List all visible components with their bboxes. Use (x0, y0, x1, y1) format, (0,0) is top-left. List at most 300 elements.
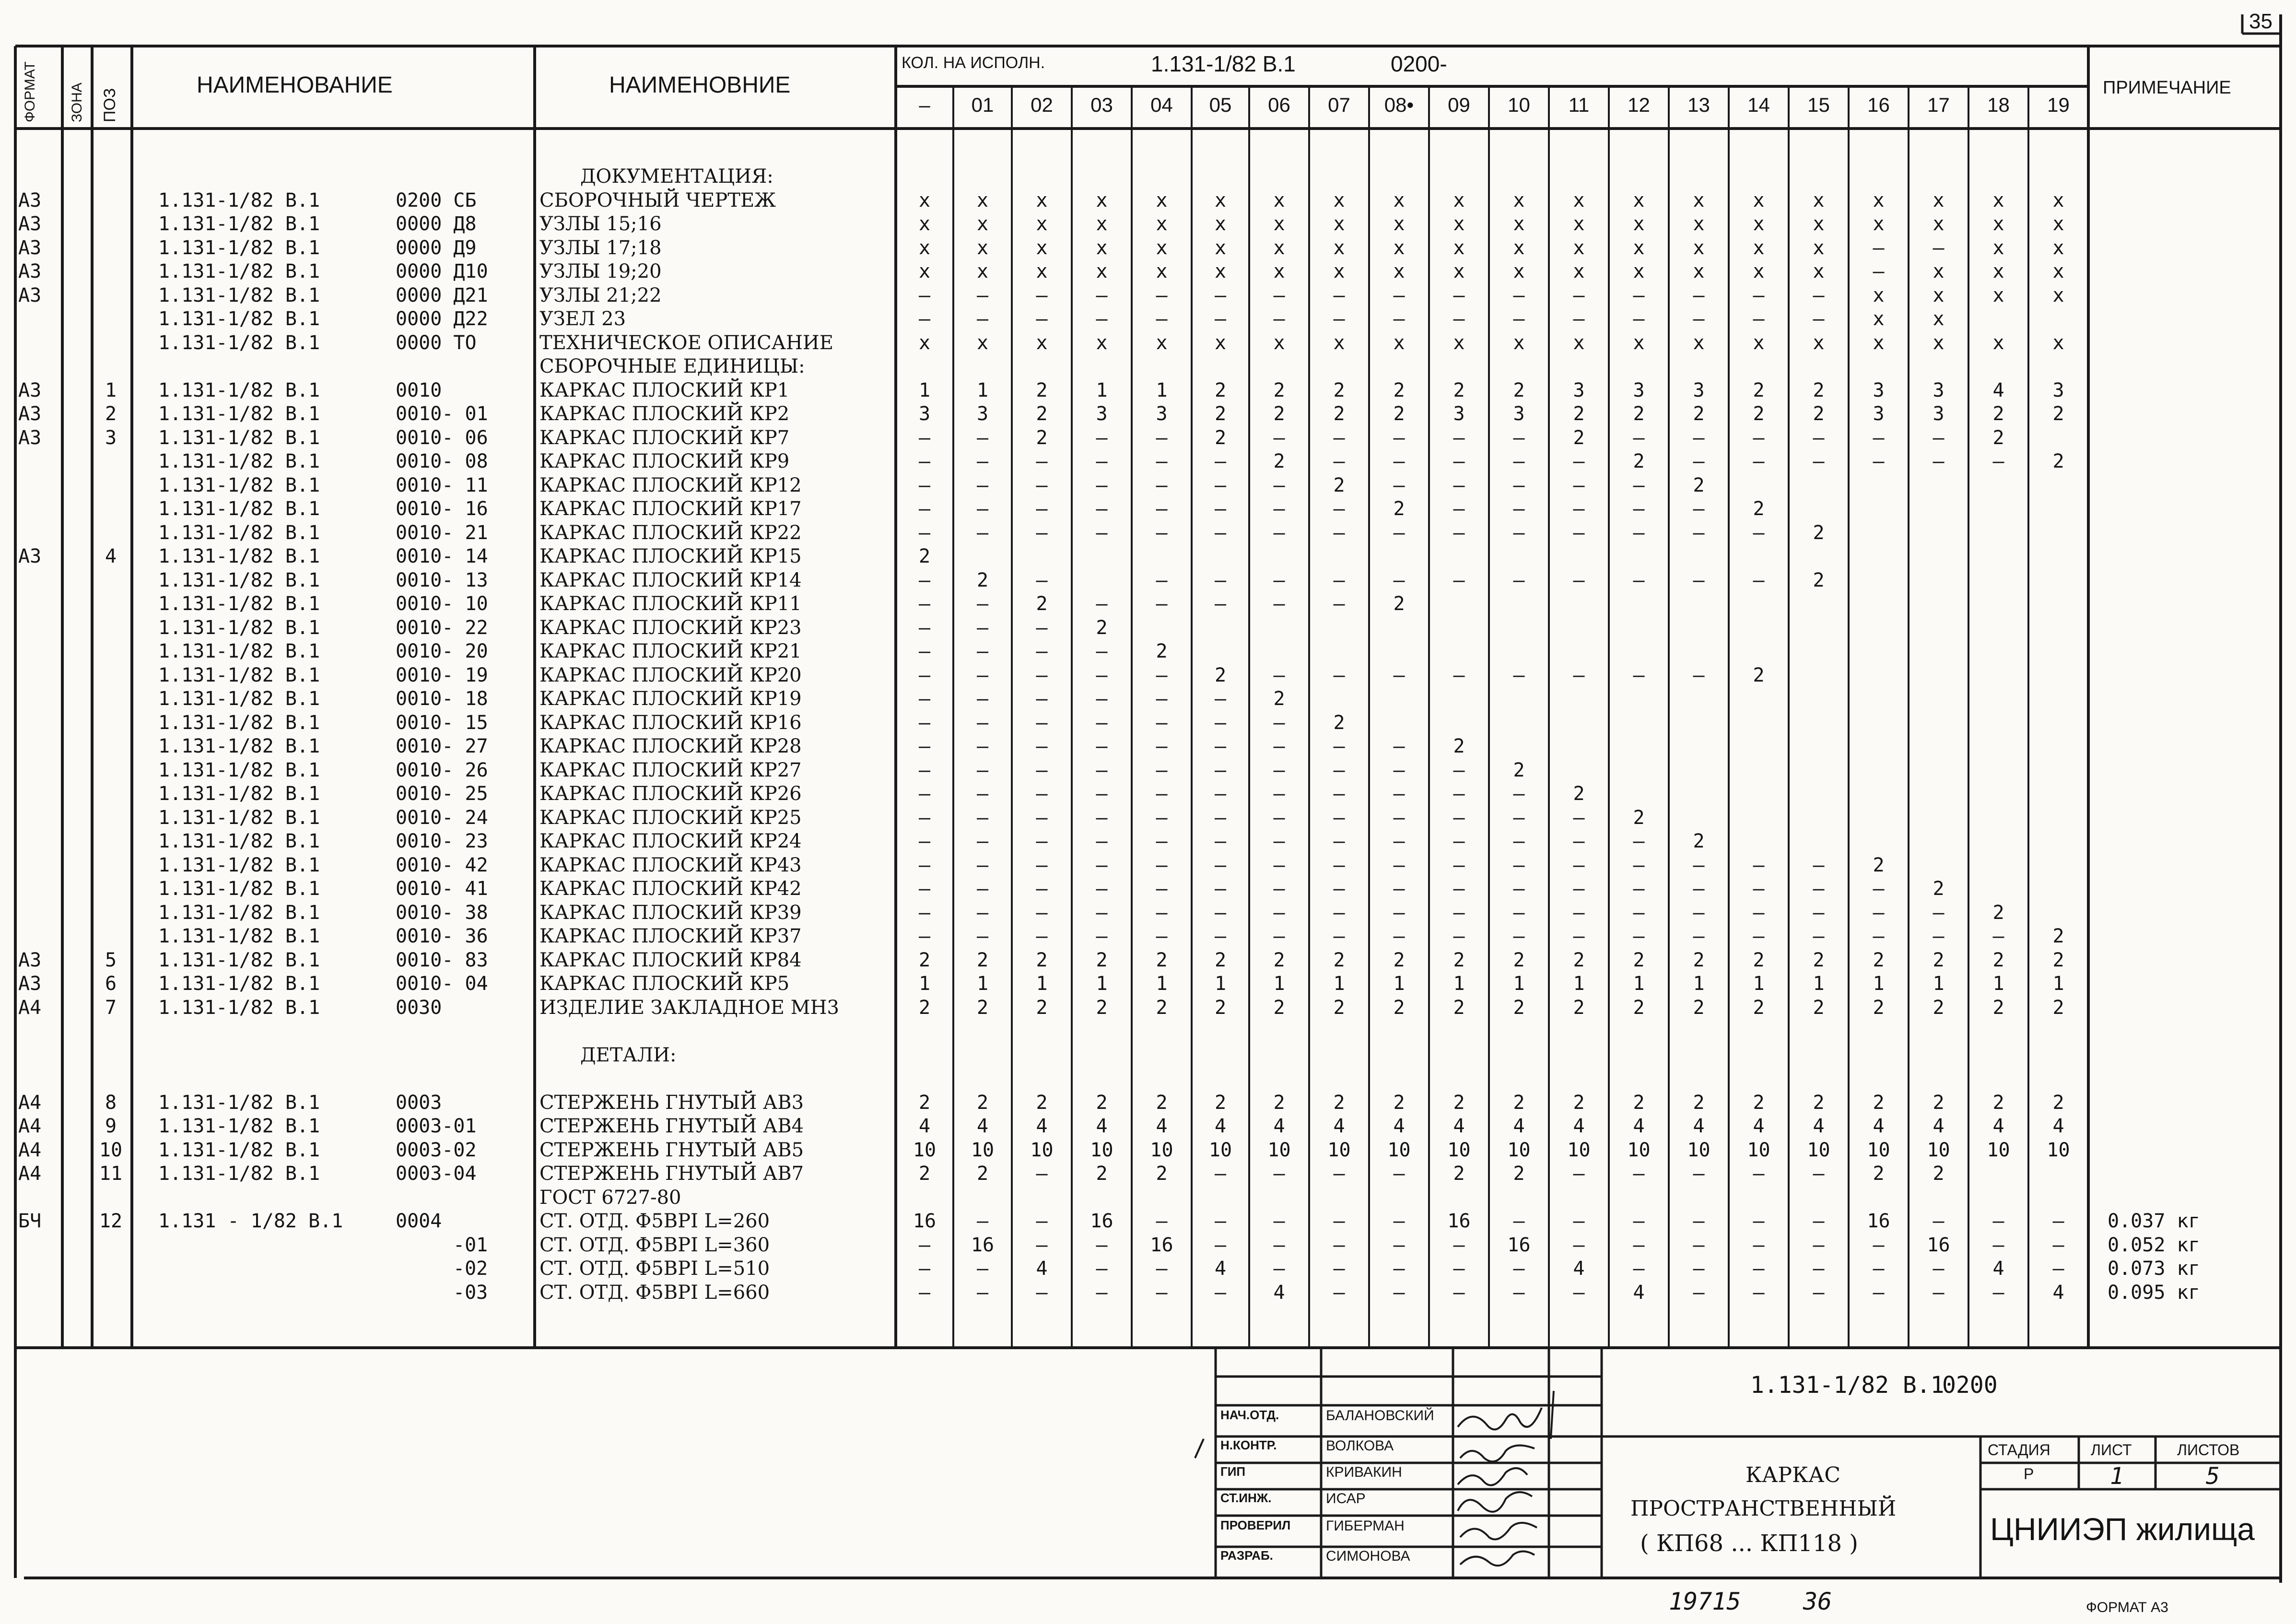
qty-cell: – (976, 498, 989, 520)
qty-cell: – (2052, 1234, 2064, 1256)
row-name: СТЕРЖЕНЬ ГНУТЫЙ АВ5 (539, 1139, 804, 1161)
qty-cell: – (918, 1281, 931, 1304)
qty-cell: х (1873, 213, 1885, 235)
qty-cell: х (1992, 236, 2004, 259)
qty-cell: х (1273, 260, 1285, 282)
qty-cell: 2 (1214, 664, 1227, 686)
qty-cell: – (1393, 284, 1405, 306)
qty-cell: – (1393, 569, 1405, 591)
qty-cell: – (1393, 308, 1405, 330)
row-code: 1.131-1/82 В.1 (158, 640, 320, 662)
qty-cell: 4 (1156, 1115, 1168, 1137)
qty-cell: 2 (1036, 593, 1048, 615)
row-position: 2 (105, 403, 117, 425)
qty-cell: – (1873, 260, 1885, 282)
sheet-value: 1 (2110, 1463, 2124, 1490)
qty-cell: – (1036, 688, 1048, 710)
qty-cell: х (1036, 189, 1048, 212)
qty-cell: – (1513, 521, 1525, 544)
qty-cell: 10 (913, 1139, 937, 1161)
qty-cell: – (1096, 474, 1108, 496)
row-code: 1.131-1/82 В.1 (158, 403, 320, 425)
qty-cell: – (1036, 1281, 1048, 1304)
qty-cell: – (1096, 735, 1108, 757)
qty-cell: – (1753, 1210, 1765, 1232)
row-number: 0010- 10 (396, 593, 488, 615)
header-name: НАИМЕНОВНИЕ (609, 72, 791, 98)
qty-cell: – (1096, 521, 1108, 544)
qty-cell: – (1513, 783, 1525, 805)
qty-cell: – (1156, 593, 1168, 615)
qty-cell: – (1933, 1281, 1945, 1304)
qty-cell: – (976, 1281, 989, 1304)
qty-cell: х (1096, 260, 1108, 282)
row-format: А3 (18, 260, 42, 282)
signer-name: КРИВАКИН (1326, 1464, 1402, 1480)
row-position: 6 (105, 973, 117, 995)
qty-cell: – (1453, 664, 1465, 686)
row-format: А3 (18, 426, 42, 449)
qty-cell: 16 (1090, 1210, 1113, 1232)
qty-cell: 2 (1453, 949, 1465, 971)
qty-cell: – (1873, 1281, 1885, 1304)
qty-cell: 2 (918, 949, 931, 971)
qty-cell: – (1156, 901, 1168, 924)
row-name: КАРКАС ПЛОСКИЙ КР21 (539, 640, 802, 662)
qty-cell: х (918, 331, 931, 354)
qty-cell: – (1633, 854, 1645, 876)
qty-cell: 1 (1096, 379, 1108, 401)
qty-cell: – (1633, 830, 1645, 852)
qty-cell: 3 (1453, 403, 1465, 425)
qty-cell: – (1513, 664, 1525, 686)
qty-cell: 4 (1096, 1115, 1108, 1137)
qty-cell: – (1273, 1234, 1285, 1256)
row-code: 1.131-1/82 В.1 (158, 973, 320, 995)
handwritten-number-left: 19715 (1669, 1588, 1741, 1615)
qty-cell: – (1453, 1258, 1465, 1280)
qty-cell: х (1992, 213, 2004, 235)
qty-cell: 10 (2047, 1139, 2070, 1161)
qty-cell: 2 (918, 996, 931, 1019)
qty-cell: 3 (1513, 403, 1525, 425)
qty-cell: – (1873, 878, 1885, 900)
row-name: КАРКАС ПЛОСКИЙ КР22 (539, 521, 802, 544)
qty-cell: 2 (976, 569, 989, 591)
qty-cell: – (1156, 474, 1168, 496)
variant-header: 08• (1384, 94, 1414, 116)
qty-cell: 2 (1633, 949, 1645, 971)
qty-cell: 10 (1507, 1139, 1531, 1161)
row-number: 0000 Д8 (396, 213, 477, 235)
variant-header: 18 (1987, 94, 2010, 116)
qty-cell: х (1333, 213, 1345, 235)
qty-cell: х (1273, 213, 1285, 235)
row-code: 1.131-1/82 В.1 (158, 284, 320, 306)
qty-cell: 2 (976, 1163, 989, 1185)
qty-cell: – (1633, 308, 1645, 330)
qty-cell: 2 (1873, 949, 1885, 971)
qty-cell: – (1693, 925, 1705, 947)
qty-cell: х (1453, 213, 1465, 235)
qty-cell: – (1813, 854, 1825, 876)
qty-cell: 3 (1933, 403, 1945, 425)
qty-cell: х (1693, 331, 1705, 354)
qty-cell: х (918, 213, 931, 235)
row-code: 1.131-1/82 В.1 (158, 664, 320, 686)
qty-cell: – (1214, 854, 1227, 876)
qty-cell: 3 (1096, 403, 1108, 425)
qty-cell: – (1036, 759, 1048, 781)
qty-cell: – (1573, 1163, 1585, 1185)
qty-cell: – (1214, 450, 1227, 472)
qty-cell: – (1156, 688, 1168, 710)
variant-header: 19 (2047, 94, 2070, 116)
qty-cell: – (1273, 901, 1285, 924)
qty-cell: 2 (1273, 450, 1285, 472)
qty-cell: 2 (1573, 783, 1585, 805)
qty-cell: – (976, 450, 989, 472)
qty-cell: 2 (1156, 949, 1168, 971)
qty-cell: 1 (1036, 973, 1048, 995)
qty-cell: – (1333, 854, 1345, 876)
qty-cell: – (1156, 1210, 1168, 1232)
qty-cell: – (1753, 308, 1765, 330)
qty-cell: 2 (1992, 949, 2004, 971)
qty-cell: х (1513, 213, 1525, 235)
row-code: 1.131-1/82 В.1 (158, 949, 320, 971)
row-code: 1.131-1/82 В.1 (158, 996, 320, 1019)
qty-cell: х (1393, 331, 1405, 354)
qty-cell: – (1273, 711, 1285, 734)
qty-cell: х (1513, 331, 1525, 354)
qty-cell: – (1333, 1163, 1345, 1185)
qty-cell: х (1273, 189, 1285, 212)
qty-cell: – (1273, 854, 1285, 876)
qty-cell: – (1096, 901, 1108, 924)
qty-cell: – (1453, 783, 1465, 805)
header-qty-label: КОЛ. НА ИСПОЛН. (902, 54, 1045, 72)
qty-cell: х (2052, 284, 2064, 306)
qty-cell: – (1273, 878, 1285, 900)
qty-cell: – (1933, 1210, 1945, 1232)
qty-cell: х (1214, 331, 1227, 354)
sheets-value: 5 (2206, 1463, 2220, 1490)
qty-cell: – (1513, 1210, 1525, 1232)
row-format: А3 (18, 973, 42, 995)
qty-cell: – (1333, 806, 1345, 829)
qty-cell: 2 (1753, 664, 1765, 686)
qty-cell: 2 (1214, 426, 1227, 449)
qty-cell: 4 (1992, 1115, 2004, 1137)
qty-cell: – (1633, 426, 1645, 449)
qty-cell: – (1513, 308, 1525, 330)
qty-cell: – (976, 640, 989, 662)
qty-cell: – (1333, 783, 1345, 805)
qty-cell: 2 (1453, 1163, 1465, 1185)
qty-cell: – (1393, 1258, 1405, 1280)
qty-cell: – (1693, 1210, 1705, 1232)
row-name: УЗЛЫ 21;22 (539, 284, 662, 306)
qty-cell: – (918, 783, 931, 805)
qty-cell: – (1453, 426, 1465, 449)
row-name: СТЕРЖЕНЬ ГНУТЫЙ АВ4 (539, 1115, 804, 1137)
qty-cell: – (1393, 759, 1405, 781)
qty-cell: – (1096, 664, 1108, 686)
qty-cell: х (1393, 260, 1405, 282)
qty-cell: х (1813, 189, 1825, 212)
qty-cell: – (1273, 806, 1285, 829)
qty-cell: х (1992, 260, 2004, 282)
qty-cell: – (1573, 664, 1585, 686)
row-number: 0010- 18 (396, 688, 488, 710)
qty-cell: 1 (1933, 973, 1945, 995)
qty-cell: – (918, 901, 931, 924)
qty-cell: – (1633, 878, 1645, 900)
qty-cell: 2 (1813, 996, 1825, 1019)
qty-cell: 2 (1214, 1091, 1227, 1114)
row-number: 0200 СБ (396, 189, 477, 212)
qty-cell: – (1633, 664, 1645, 686)
row-code: 1.131-1/82 В.1 (158, 308, 320, 330)
qty-cell: – (1273, 759, 1285, 781)
qty-cell: – (1813, 308, 1825, 330)
qty-cell: 2 (1096, 996, 1108, 1019)
header-designation: НАИМЕНОВАНИЕ (197, 72, 393, 98)
qty-cell: х (1813, 260, 1825, 282)
qty-cell: – (1393, 1163, 1405, 1185)
qty-cell: 2 (1693, 830, 1705, 852)
qty-cell: 2 (1333, 474, 1345, 496)
qty-cell: – (1156, 521, 1168, 544)
qty-cell: – (1693, 1281, 1705, 1304)
qty-cell: 2 (1873, 1163, 1885, 1185)
qty-cell: 2 (1273, 688, 1285, 710)
row-name: КАРКАС ПЛОСКИЙ КР26 (539, 783, 802, 805)
qty-cell: 2 (1933, 1091, 1945, 1114)
qty-cell: – (1214, 759, 1227, 781)
qty-cell: – (1273, 308, 1285, 330)
qty-cell: х (1333, 189, 1345, 212)
row-name: СТЕРЖЕНЬ ГНУТЫЙ АВ7 (539, 1163, 804, 1185)
qty-cell: – (918, 854, 931, 876)
qty-cell: – (1096, 1258, 1108, 1280)
qty-cell: 2 (1156, 640, 1168, 662)
row-format: А3 (18, 403, 42, 425)
qty-cell: х (1693, 236, 1705, 259)
qty-cell: 4 (1393, 1115, 1405, 1137)
qty-cell: 16 (1867, 1210, 1890, 1232)
qty-cell: х (1933, 260, 1945, 282)
row-name: КАРКАС ПЛОСКИЙ КР24 (539, 830, 802, 852)
qty-cell: 2 (1813, 521, 1825, 544)
qty-cell: 2 (2052, 450, 2064, 472)
qty-cell: х (1036, 260, 1048, 282)
qty-cell: х (1753, 213, 1765, 235)
qty-cell: 10 (1327, 1139, 1351, 1161)
row-code: 1.131-1/82 В.1 (158, 1091, 320, 1114)
qty-cell: 2 (1633, 1091, 1645, 1114)
row-number: 0010- 27 (396, 735, 488, 757)
qty-cell: – (1333, 1210, 1345, 1232)
signer-role: ГИП (1220, 1464, 1246, 1479)
row-number: 0010- 08 (396, 450, 488, 472)
qty-cell: – (1513, 1281, 1525, 1304)
row-number: 0010- 16 (396, 498, 488, 520)
qty-cell: 2 (1573, 949, 1585, 971)
qty-cell: х (1933, 213, 1945, 235)
qty-cell: 10 (1987, 1139, 2010, 1161)
row-code: 1.131-1/82 В.1 (158, 735, 320, 757)
qty-cell: – (976, 426, 989, 449)
qty-cell: 10 (1747, 1139, 1770, 1161)
qty-cell: х (1453, 260, 1465, 282)
qty-cell: – (1393, 925, 1405, 947)
row-number: 0010- 38 (396, 901, 488, 924)
qty-cell: – (1036, 474, 1048, 496)
qty-cell: – (1156, 1281, 1168, 1304)
qty-cell: – (1753, 854, 1765, 876)
qty-cell: 2 (1333, 379, 1345, 401)
qty-cell: 1 (976, 379, 989, 401)
row-number: 0030 (396, 996, 442, 1019)
qty-cell: 16 (1927, 1234, 1950, 1256)
qty-cell: 2 (1453, 735, 1465, 757)
row-format: БЧ (18, 1210, 42, 1232)
qty-cell: – (918, 1258, 931, 1280)
qty-cell: 2 (1453, 379, 1465, 401)
qty-cell: – (1156, 783, 1168, 805)
qty-cell: 2 (1513, 379, 1525, 401)
qty-cell: – (918, 426, 931, 449)
signer-role: Н.КОНТР. (1220, 1438, 1277, 1452)
qty-cell: 2 (1453, 996, 1465, 1019)
row-format: А3 (18, 379, 42, 401)
qty-cell: – (1453, 1234, 1465, 1256)
qty-cell: – (1453, 498, 1465, 520)
qty-cell: – (1633, 901, 1645, 924)
qty-cell: 3 (2052, 379, 2064, 401)
qty-cell: – (1813, 284, 1825, 306)
qty-cell: – (1214, 308, 1227, 330)
qty-cell: – (1633, 569, 1645, 591)
qty-cell: – (1992, 925, 2004, 947)
row-name: КАРКАС ПЛОСКИЙ КР39 (539, 901, 802, 924)
qty-cell: – (1156, 830, 1168, 852)
qty-cell: 10 (1208, 1139, 1232, 1161)
qty-cell: – (1156, 498, 1168, 520)
qty-cell: 2 (2052, 1091, 2064, 1114)
qty-cell: 2 (1513, 1091, 1525, 1114)
row-note: 0.095 кг (2108, 1281, 2200, 1304)
variant-header: 07 (1328, 94, 1350, 116)
qty-cell: – (1036, 878, 1048, 900)
header-qty-code: 1.131-1/82 В.1 (1151, 51, 1296, 76)
header-pos: ПОЗ (101, 88, 119, 122)
signer-name: ВОЛКОВА (1326, 1438, 1394, 1454)
row-code: 1.131-1/82 В.1 (158, 331, 320, 354)
qty-cell: 4 (1873, 1115, 1885, 1137)
qty-cell: 10 (1567, 1139, 1591, 1161)
qty-cell: 3 (1873, 403, 1885, 425)
qty-cell: 2 (1393, 498, 1405, 520)
qty-cell: х (1933, 189, 1945, 212)
qty-cell: – (1273, 1258, 1285, 1280)
qty-cell: 2 (1393, 593, 1405, 615)
qty-cell: – (1513, 854, 1525, 876)
qty-cell: х (1333, 236, 1345, 259)
row-code: 1.131-1/82 В.1 (158, 189, 320, 212)
qty-cell: – (1513, 569, 1525, 591)
qty-cell: 2 (1992, 996, 2004, 1019)
qty-cell: – (1273, 830, 1285, 852)
variant-header: 15 (1807, 94, 1830, 116)
qty-cell: – (1156, 664, 1168, 686)
format-label: ФОРМАТ А3 (2086, 1600, 2168, 1615)
variant-header: 17 (1927, 94, 1950, 116)
row-name: КАРКАС ПЛОСКИЙ КР37 (539, 925, 802, 947)
qty-cell: – (1873, 925, 1885, 947)
qty-cell: – (1753, 925, 1765, 947)
row-number: 0003-01 (396, 1115, 477, 1137)
qty-cell: – (1333, 1258, 1345, 1280)
qty-cell: 1 (1992, 973, 2004, 995)
qty-cell: 10 (1090, 1139, 1113, 1161)
qty-cell: – (1513, 1258, 1525, 1280)
qty-cell: – (1513, 498, 1525, 520)
qty-cell: 2 (1036, 403, 1048, 425)
qty-cell: 4 (1633, 1281, 1645, 1304)
qty-cell: – (1156, 1258, 1168, 1280)
qty-cell: 1 (1214, 973, 1227, 995)
qty-cell: х (1333, 260, 1345, 282)
qty-cell: х (976, 213, 989, 235)
qty-cell: – (1333, 878, 1345, 900)
qty-cell: – (1992, 450, 2004, 472)
qty-cell: 2 (918, 1163, 931, 1185)
qty-cell: – (1273, 521, 1285, 544)
row-name: КАРКАС ПЛОСКИЙ КР28 (539, 735, 802, 757)
qty-cell: – (1156, 426, 1168, 449)
qty-cell: – (1036, 925, 1048, 947)
qty-cell: х (1214, 260, 1227, 282)
row-name: КАРКАС ПЛОСКИЙ КР20 (539, 664, 802, 686)
qty-cell: – (1096, 688, 1108, 710)
qty-cell: 1 (976, 973, 989, 995)
qty-cell: – (1214, 1234, 1227, 1256)
qty-cell: 3 (1573, 379, 1585, 401)
qty-cell: – (976, 806, 989, 829)
qty-cell: 4 (1273, 1115, 1285, 1137)
qty-cell: 4 (2052, 1281, 2064, 1304)
qty-cell: х (2052, 213, 2064, 235)
qty-cell: – (1096, 640, 1108, 662)
qty-cell: – (1813, 1234, 1825, 1256)
signer-name: СИМОНОВА (1326, 1548, 1410, 1564)
qty-cell: 2 (1992, 426, 2004, 449)
qty-cell: – (1453, 830, 1465, 852)
qty-cell: – (1933, 450, 1945, 472)
row-number: 0010- 24 (396, 806, 488, 829)
title-doc-num: 0200 (1942, 1372, 1998, 1399)
qty-cell: х (1036, 236, 1048, 259)
row-format: А3 (18, 189, 42, 212)
qty-cell: – (1333, 830, 1345, 852)
qty-cell: – (1992, 1281, 2004, 1304)
row-name: КАРКАС ПЛОСКИЙ КР23 (539, 616, 802, 639)
qty-cell: – (1036, 901, 1048, 924)
qty-cell: – (1333, 569, 1345, 591)
